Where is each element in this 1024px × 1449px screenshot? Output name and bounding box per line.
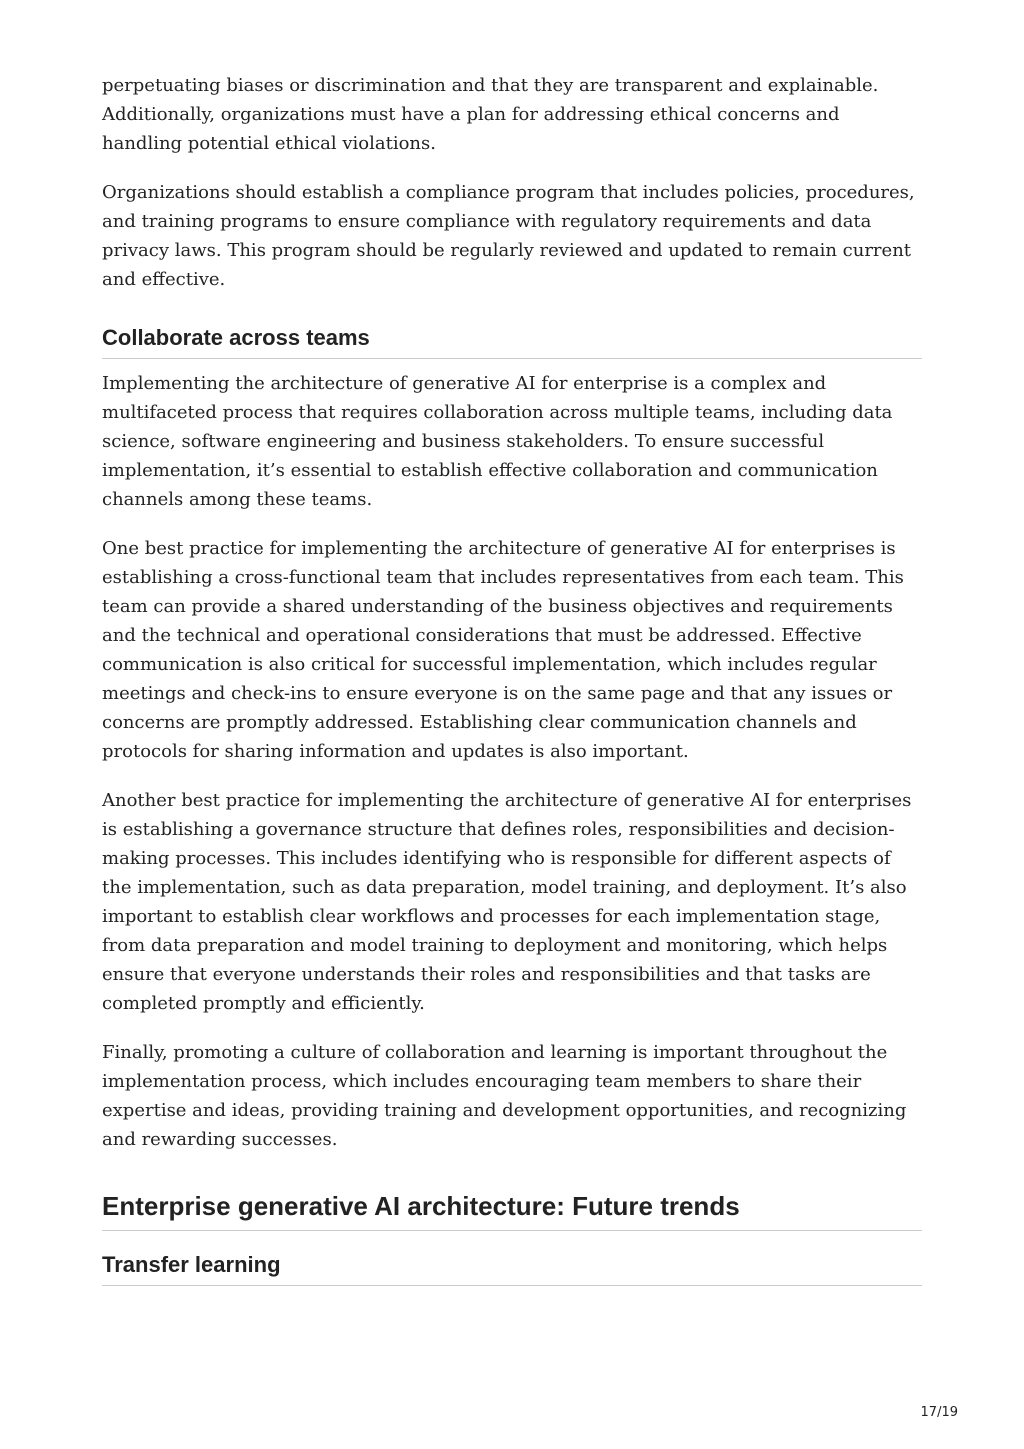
paragraph-governance-structure: Another best practice for implementing the architecture of generative AI for enterprises is establishing a governance structure that defines roles, responsibilities and decision-making processes. This includes identifying who is responsible for different aspects of the implementation, such as data preparation, model training, and deployment. It’s also important to establish clear workflows and processes for each implementation stage, from data preparation and model training to deployment and monitoring, which helps ensure that everyone understands their roles and responsibilities and that tasks are completed promptly and efficiently. <box>102 790 912 1014</box>
paragraph-culture-of-collaboration: Finally, promoting a culture of collaboration and learning is important throughout the implementation process, which includes encouraging team members to share their expertise and ideas, providing training and development opportunities, and recognizing and rewarding successes. <box>102 1042 907 1150</box>
heading-transfer-learning: Transfer learning <box>102 1251 922 1286</box>
heading-collaborate-across-teams: Collaborate across teams <box>102 324 922 359</box>
heading-future-trends: Enterprise generative AI architecture: Future trends <box>102 1190 922 1231</box>
paragraph-collaboration-intro: Implementing the architecture of generative AI for enterprise is a complex and multifaceted process that requires collaboration across multiple teams, including data science, software engineering and business stakeholders. To ensure successful implementation, it’s essential to establish effective collaboration and communication channels among these teams. <box>102 373 893 510</box>
document-page <box>102 71 922 1296</box>
page-number: 17/19 <box>920 1405 958 1420</box>
paragraph-cross-functional-team: One best practice for implementing the architecture of generative AI for enterprises is establishing a cross-functional team that includes representatives from each team. This team can provide a shared understanding of the business objectives and requirements and the technical and operational considerations that must be addressed. Effective communication is also critical for successful implementation, which includes regular meetings and check-ins to ensure everyone is on the same page and that any issues or concerns are promptly addressed. Establishing clear communication channels and protocols for sharing information and updates is also important. <box>102 538 904 762</box>
paragraph-ethics-continued: perpetuating biases or discrimination and that they are transparent and explainable. Additionally, organizations must have a plan for addressing ethical concerns and handling potential ethical violations. <box>102 75 879 154</box>
paragraph-compliance-program: Organizations should establish a compliance program that includes policies, procedures, and training programs to ensure compliance with regulatory requirements and data privacy laws. This program should be regularly reviewed and updated to remain current and effective. <box>102 182 915 290</box>
